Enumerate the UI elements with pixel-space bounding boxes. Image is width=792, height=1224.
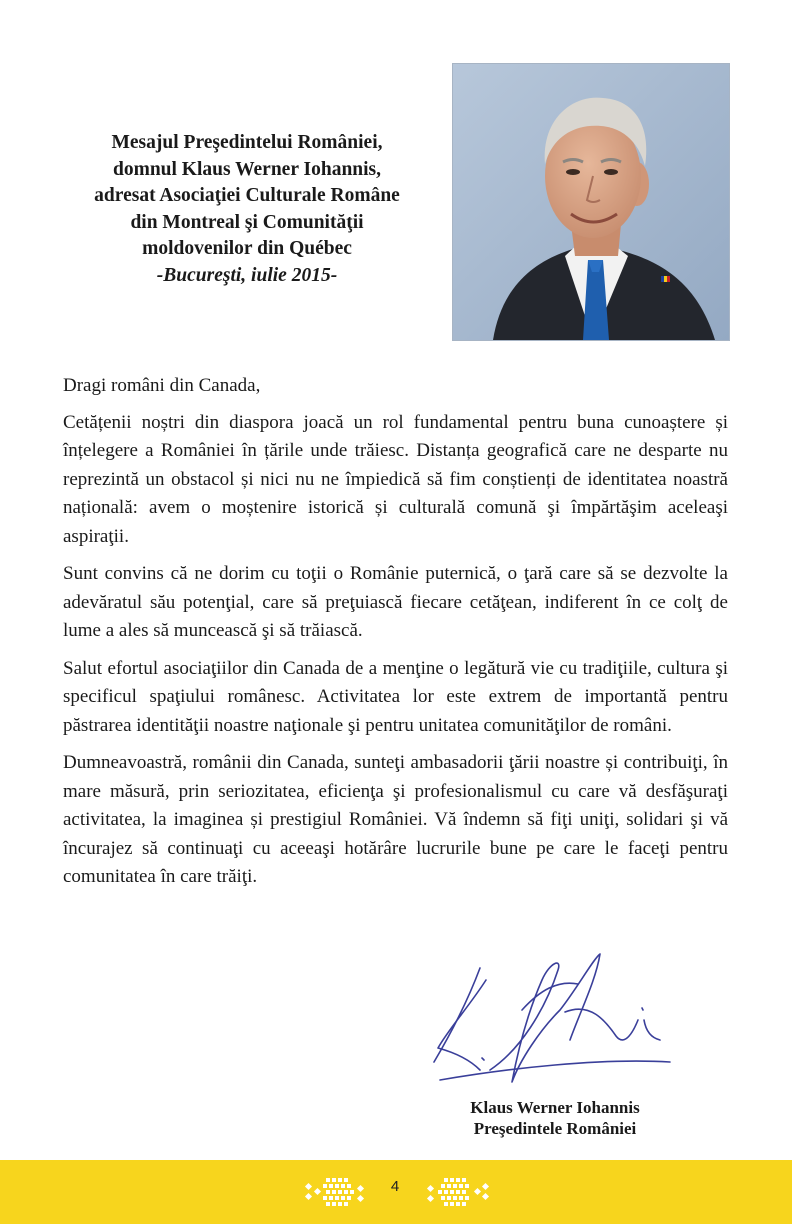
page-number: 4 [390,1178,400,1195]
title-line: adresat Asociaţiei Culturale Române [94,185,400,206]
title-line: din Montreal şi Comunităţii [130,211,364,233]
folk-ornament-right-icon [420,1170,492,1210]
title-line: moldovenilor din Québec [142,238,352,259]
paragraph: Dumneavoastră, românii din Canada, sunteţi ambasadorii ţării noastre și contribuiţi, în mare măsură, prin seriozitatea, eficienţa şi profesionalismul cu care vă desfăşuraţi activitatea, la imaginea și prestigiul României. Vă îndemn să fiţi uniţi, solidari şi vă încurajez să continuaţi cu aceeaşi hotărâre lucrurile bune pe care le faceţi pentru comunitatea în care trăiţi. [63,752,728,887]
paragraph: Cetățenii noștri din diaspora joacă un rol fundamental pentru buna cunoaștere și înțelegere a României în țările unde trăiesc. Distanța geografică care ne desparte nu reprezintă un obstacol și nici nu ne împiedică să fim conștienți de identitatea noastră națională: avem o moștenire istorică și culturală comună şi împărtăşim aceleaşi aspiraţii. [63,411,728,547]
paragraph: Salut efortul asociaţiilor din Canada de a menţine o legătură vie cu tradiţiile, cultura şi specificul spaţiului românesc. Activitatea lor este extrem de importantă pentru păstrarea identităţii noastre naţionale şi pentru unitatea comunităţilor de români. [63,657,728,736]
signatory-role: Preşedintele României [473,1119,637,1138]
dateline: -Bucureşti, iulie 2015- [156,264,338,286]
paragraph: Sunt convins că ne dorim cu toţii o Românie puternică, o ţară care să se dezvolte la adevăratul său potenţial, care să preţuiască fiecare cetăţean, indiferent în ce colţ de lume a ales să muncească şi să trăiască. [63,563,728,641]
signatory-block [455,1097,655,1139]
president-portrait [452,63,730,341]
folk-ornament-left-icon [302,1170,374,1210]
handwritten-signature [420,950,690,1100]
signatory-name: Klaus Werner Iohannis [470,1098,640,1117]
portrait-illustration [453,64,729,340]
greeting: Dragi români din Canada, [63,375,261,396]
letter-body [63,372,728,901]
signature-drawing [420,950,690,1100]
letter-title [52,130,442,289]
title-line: Mesajul Preşedintelui României, [111,132,383,153]
title-line: domnul Klaus Werner Iohannis, [112,158,382,180]
